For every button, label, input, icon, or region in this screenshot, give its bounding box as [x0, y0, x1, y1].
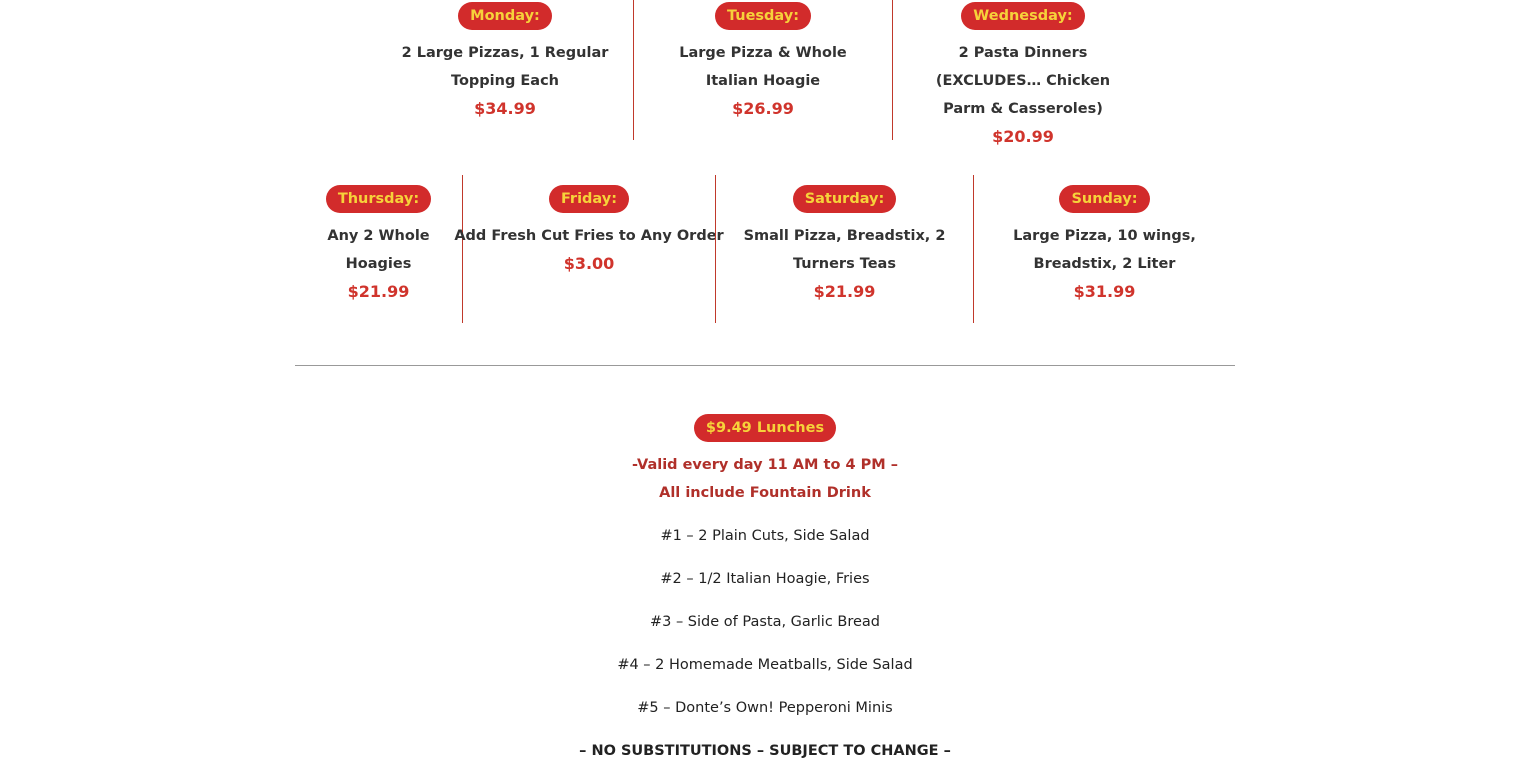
day-badge-saturday: Saturday:: [793, 185, 897, 213]
special-price: $21.99: [347, 282, 410, 301]
lunch-valid-hours: -Valid every day 11 AM to 4 PM –: [632, 457, 898, 473]
special-saturday: [715, 175, 973, 323]
lunch-item: #1 – 2 Plain Cuts, Side Salad: [660, 528, 870, 544]
special-description: Any 2 Whole Hoagies: [327, 228, 430, 272]
special-thursday: [295, 175, 462, 323]
lunch-disclaimer: – NO SUBSTITUTIONS – SUBJECT TO CHANGE –: [579, 743, 951, 759]
special-price: $20.99: [992, 127, 1054, 146]
special-description: 2 Pasta Dinners (EXCLUDES… Chicken Parm & Casseroles): [935, 45, 1111, 117]
special-description: 2 Large Pizzas, 1 Regular Topping Each: [401, 45, 609, 89]
special-description: Large Pizza & Whole Italian Hoagie: [679, 45, 847, 89]
lunch-includes-note: All include Fountain Drink: [659, 485, 871, 501]
special-description: Small Pizza, Breadstix, 2 Turners Teas: [743, 228, 946, 272]
special-price: $26.99: [732, 99, 794, 118]
day-badge-monday: Monday:: [458, 2, 552, 30]
special-sunday: [973, 175, 1235, 323]
special-price: $21.99: [813, 282, 876, 301]
special-monday: [377, 0, 633, 140]
specials-row-1: [377, 0, 1153, 146]
special-tuesday: [633, 0, 892, 140]
specials-row-2: [295, 175, 1235, 323]
day-badge-tuesday: Tuesday:: [715, 2, 811, 30]
special-price: $3.00: [563, 254, 615, 273]
lunch-specials: [295, 414, 1235, 765]
special-friday: [454, 175, 724, 323]
special-description: Large Pizza, 10 wings, Breadstix, 2 Liter: [1013, 228, 1196, 272]
special-description: Add Fresh Cut Fries to Any Order: [454, 228, 724, 244]
lunch-title-badge: $9.49 Lunches: [694, 414, 836, 442]
day-badge-wednesday: Wednesday:: [961, 2, 1084, 30]
day-badge-thursday: Thursday:: [326, 185, 431, 213]
special-wednesday: [892, 0, 1153, 146]
special-price: $31.99: [1073, 282, 1136, 301]
day-badge-sunday: Sunday:: [1059, 185, 1149, 213]
lunch-item: #2 – 1/2 Italian Hoagie, Fries: [660, 571, 870, 587]
lunch-item: #4 – 2 Homemade Meatballs, Side Salad: [617, 657, 913, 673]
special-price: $34.99: [474, 99, 536, 118]
day-badge-friday: Friday:: [549, 185, 629, 213]
lunch-item: #5 – Donte’s Own! Pepperoni Minis: [637, 700, 893, 716]
section-divider: [295, 365, 1235, 366]
lunch-item: #3 – Side of Pasta, Garlic Bread: [649, 614, 881, 630]
